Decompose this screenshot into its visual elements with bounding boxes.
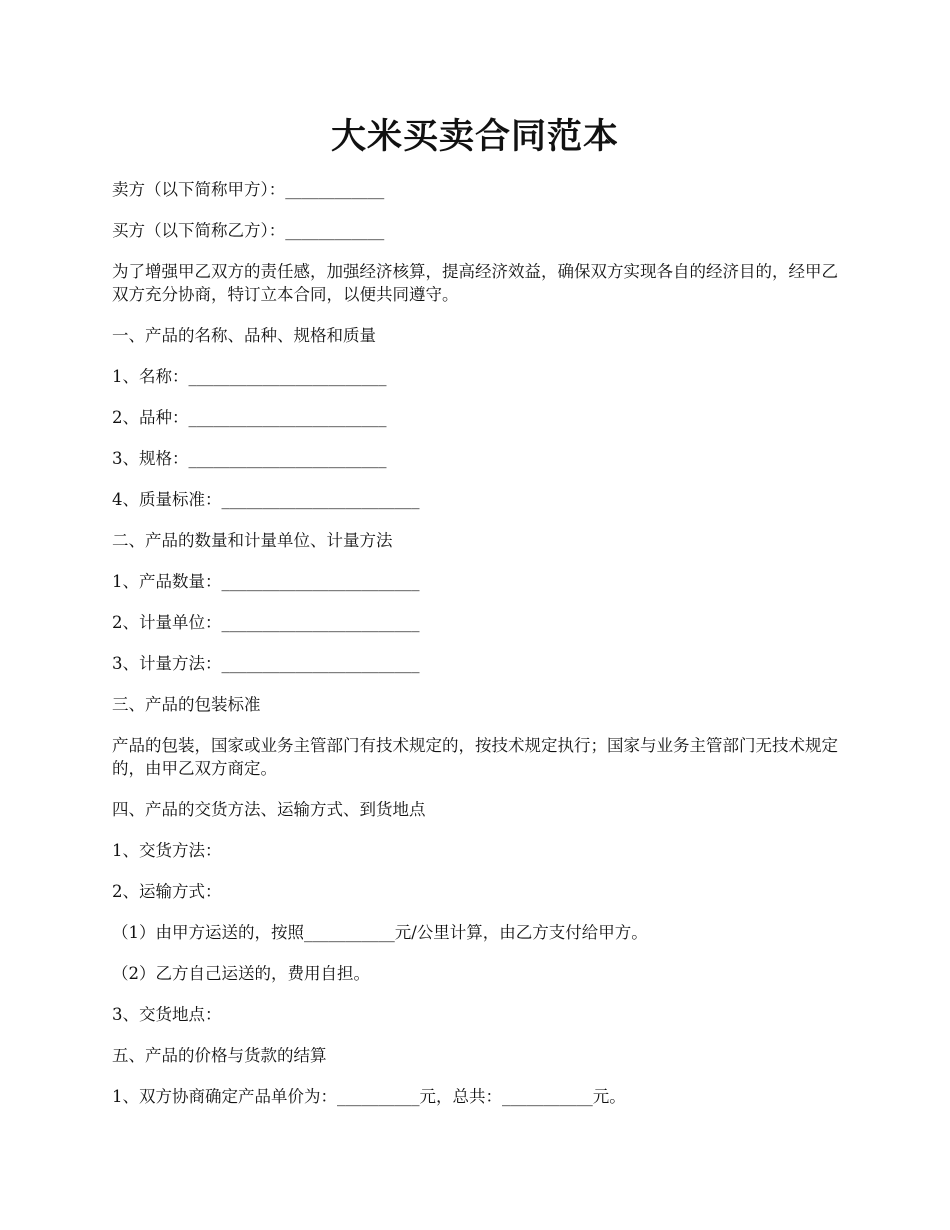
field-transport-mode: 2、运输方式： bbox=[112, 882, 222, 901]
section-heading-1: 一、产品的名称、品种、规格和质量 bbox=[112, 326, 376, 345]
field-delivery-place: 3、交货地点： bbox=[112, 1005, 222, 1024]
field-product-quantity: 1、产品数量：________________________ bbox=[112, 572, 420, 591]
field-delivery-method: 1、交货方法： bbox=[112, 841, 222, 860]
field-measure-method: 3、计量方法：________________________ bbox=[112, 654, 420, 673]
seller-line: 卖方（以下简称甲方）：____________ bbox=[112, 180, 385, 199]
field-unit-price-total: 1、双方协商确定产品单价为：__________元，总共：___________元。 bbox=[112, 1087, 626, 1106]
field-quality-standard: 4、质量标准：________________________ bbox=[112, 490, 420, 509]
field-product-spec: 3、规格：________________________ bbox=[112, 449, 387, 468]
section-heading-5: 五、产品的价格与货款的结算 bbox=[112, 1046, 327, 1065]
section-heading-3: 三、产品的包装标准 bbox=[112, 695, 261, 714]
transport-option-1: （1）由甲方运送的，按照___________元/公里计算，由乙方支付给甲方。 bbox=[112, 923, 648, 942]
field-product-variety: 2、品种：________________________ bbox=[112, 408, 387, 427]
transport-option-2: （2）乙方自己运送的，费用自担。 bbox=[112, 964, 370, 983]
preamble-paragraph: 为了增强甲乙双方的责任感，加强经济核算，提高经济效益，确保双方实现各自的经济目的，经甲乙双方充分协商，特订立本合同，以便共同遵守。 bbox=[112, 262, 838, 304]
field-measure-unit: 2、计量单位：________________________ bbox=[112, 613, 420, 632]
field-product-name: 1、名称：________________________ bbox=[112, 367, 387, 386]
packaging-paragraph: 产品的包装，国家或业务主管部门有技术规定的，按技术规定执行；国家与业务主管部门无技术规定的，由甲乙双方商定。 bbox=[112, 736, 838, 778]
buyer-line: 买方（以下简称乙方）：____________ bbox=[112, 221, 385, 240]
section-heading-2: 二、产品的数量和计量单位、计量方法 bbox=[112, 531, 393, 550]
section-heading-4: 四、产品的交货方法、运输方式、到货地点 bbox=[112, 800, 426, 819]
document-title: 大米买卖合同范本 bbox=[330, 116, 619, 157]
document-body bbox=[112, 178, 842, 1126]
